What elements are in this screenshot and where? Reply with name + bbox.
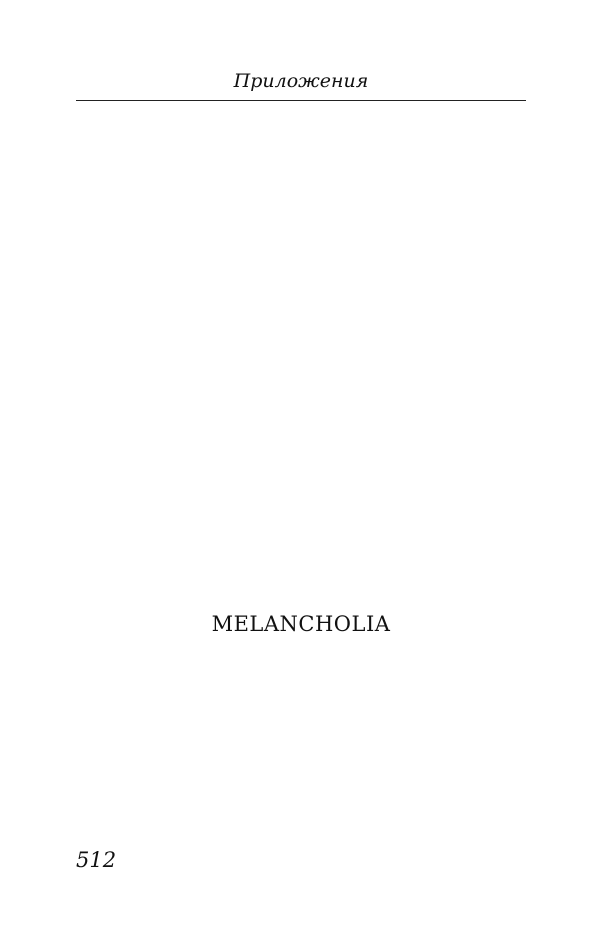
running-head: Приложения [233,70,369,92]
header-rule [76,100,526,101]
section-title: MELANCHOLIA [211,612,391,636]
page-number: 512 [76,848,117,872]
